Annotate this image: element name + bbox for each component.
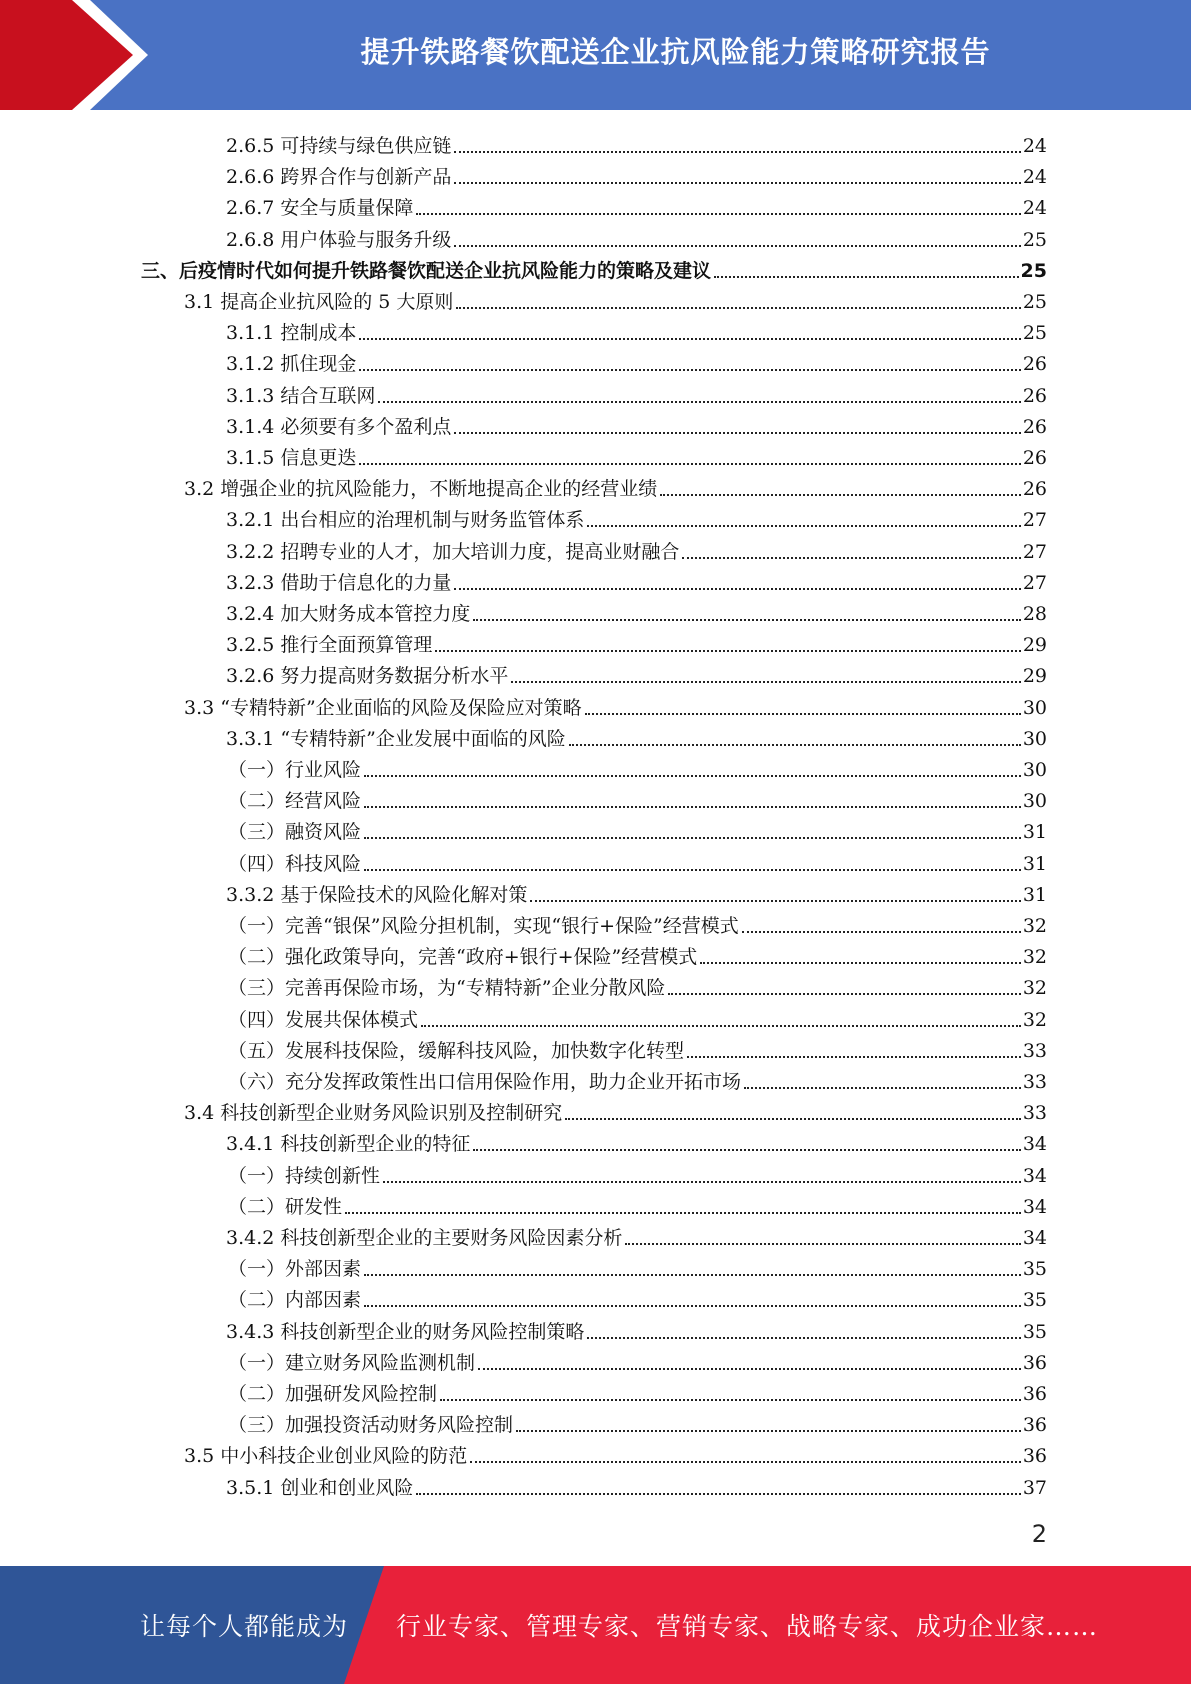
toc-dot-leader xyxy=(364,837,1021,839)
toc-entry-page: 35 xyxy=(1022,1320,1047,1343)
toc-entry[interactable] xyxy=(226,501,1047,532)
toc-entry-page: 27 xyxy=(1022,540,1047,563)
toc-entry-page: 36 xyxy=(1022,1351,1047,1374)
toc-dot-leader xyxy=(454,151,1020,153)
toc-entry-title: （三）融资风险 xyxy=(228,821,362,844)
toc-entry-title: 3.1.5 信息更迭 xyxy=(226,447,357,469)
toc-dot-leader xyxy=(668,993,1020,995)
toc-dot-leader xyxy=(359,463,1020,465)
toc-entry-page: 27 xyxy=(1022,571,1047,594)
toc-entry-page: 32 xyxy=(1022,915,1047,937)
toc-dot-leader xyxy=(456,307,1020,309)
toc-entry-title: （二）经营风险 xyxy=(228,790,362,813)
toc-entry-page: 26 xyxy=(1022,353,1047,376)
toc-entry-title: 3.2.4 加大财务成本管控力度 xyxy=(226,603,471,625)
toc-entry-page: 32 xyxy=(1022,1008,1047,1031)
toc-dot-leader xyxy=(440,1399,1021,1401)
toc-entry-title: 3.4.2 科技创新型企业的主要财务风险因素分析 xyxy=(226,1227,623,1249)
toc-entry[interactable] xyxy=(226,314,1047,345)
toc-dot-leader xyxy=(687,1056,1021,1058)
toc-entry[interactable] xyxy=(228,782,1047,813)
footer-band xyxy=(0,1566,1191,1684)
toc-entry[interactable] xyxy=(228,907,1047,938)
toc-entry[interactable] xyxy=(226,564,1047,595)
toc-dot-leader xyxy=(421,1025,1021,1027)
toc-entry-page: 31 xyxy=(1022,852,1047,875)
toc-entry-title: （四）发展共保体模式 xyxy=(228,1008,419,1031)
toc-entry[interactable] xyxy=(226,657,1047,688)
toc-entry-page: 33 xyxy=(1022,1102,1047,1125)
toc-entry-page: 29 xyxy=(1022,634,1047,657)
toc-dot-leader xyxy=(744,1087,1021,1089)
toc-entry-title: （四）科技风险 xyxy=(228,852,362,875)
toc-entry[interactable] xyxy=(228,1157,1047,1188)
toc-dot-leader xyxy=(473,1149,1020,1151)
toc-entry[interactable] xyxy=(228,1032,1047,1063)
toc-entry[interactable] xyxy=(226,127,1047,158)
toc-entry[interactable] xyxy=(226,1125,1047,1156)
toc-entry[interactable] xyxy=(184,470,1047,501)
toc-entry-title: （一）行业风险 xyxy=(228,759,362,781)
toc-entry[interactable] xyxy=(226,439,1047,470)
toc-entry-page: 30 xyxy=(1022,727,1047,750)
toc-entry-page: 25 xyxy=(1022,228,1047,251)
toc-dot-leader xyxy=(625,1243,1020,1245)
toc-dot-leader xyxy=(454,432,1020,434)
toc-dot-leader xyxy=(511,681,1020,683)
toc-dot-leader xyxy=(364,1274,1021,1276)
toc-entry-page: 26 xyxy=(1022,384,1047,407)
toc-entry-page: 36 xyxy=(1022,1414,1047,1437)
toc-entry[interactable] xyxy=(228,1063,1047,1094)
toc-entry-page: 28 xyxy=(1022,603,1047,625)
toc-dot-leader xyxy=(416,1493,1020,1495)
toc-dot-leader xyxy=(473,619,1020,621)
toc-entry-page: 37 xyxy=(1022,1476,1047,1499)
toc-entry[interactable] xyxy=(228,1188,1047,1219)
header-band xyxy=(0,0,1191,110)
toc-entry-title: 3.3.2 基于保险技术的风险化解对策 xyxy=(226,883,528,906)
toc-entry[interactable] xyxy=(226,533,1047,564)
toc-entry-page: 25 xyxy=(1022,291,1047,313)
toc-entry-title: （一）持续创新性 xyxy=(228,1164,381,1187)
toc-entry[interactable] xyxy=(226,1219,1047,1250)
toc-dot-leader xyxy=(364,806,1021,808)
header-chevron-icon xyxy=(0,0,160,110)
toc-dot-leader xyxy=(478,1368,1021,1370)
toc-entry-page: 32 xyxy=(1022,946,1047,969)
toc-entry-page: 33 xyxy=(1022,1071,1047,1093)
toc-entry-title: （五）发展科技保险，缓解科技风险，加快数字化转型 xyxy=(228,1039,685,1062)
toc-entry-page: 34 xyxy=(1022,1164,1047,1187)
toc-dot-leader xyxy=(714,276,1019,278)
toc-dot-leader xyxy=(587,1337,1020,1339)
toc-entry-page: 35 xyxy=(1022,1258,1047,1281)
toc-entry-page: 26 xyxy=(1022,415,1047,438)
toc-dot-leader xyxy=(587,525,1020,527)
toc-entry-title: 3.2.5 推行全面预算管理 xyxy=(226,634,433,657)
toc-entry-page: 31 xyxy=(1022,821,1047,844)
toc-dot-leader xyxy=(454,182,1020,184)
toc-dot-leader xyxy=(470,1461,1021,1463)
toc-entry-title: 2.6.6 跨界合作与创新产品 xyxy=(226,166,452,189)
toc-entry[interactable] xyxy=(226,189,1047,220)
toc-entry-title: （一）外部因素 xyxy=(228,1258,362,1281)
toc-entry-title: 3.1.1 控制成本 xyxy=(226,322,357,345)
toc-dot-leader xyxy=(516,1430,1021,1432)
toc-dot-leader xyxy=(565,1118,1021,1120)
toc-entry-title: 2.6.7 安全与质量保障 xyxy=(226,197,414,220)
toc-entry-page: 25 xyxy=(1020,259,1047,282)
toc-entry[interactable] xyxy=(226,221,1047,252)
toc-dot-leader xyxy=(416,213,1020,215)
toc-entry-title: 3.1 提高企业抗风险的 5 大原则 xyxy=(184,291,454,313)
toc-dot-leader xyxy=(345,1212,1021,1214)
toc-dot-leader xyxy=(383,1181,1021,1183)
toc-entry[interactable] xyxy=(228,813,1047,844)
toc-dot-leader xyxy=(742,931,1021,933)
toc-dot-leader xyxy=(700,962,1021,964)
toc-entry-page: 26 xyxy=(1022,478,1047,501)
toc-entry-title: （二）内部因素 xyxy=(228,1289,362,1312)
toc-entry[interactable] xyxy=(184,283,1047,314)
toc-entry[interactable] xyxy=(228,1344,1047,1375)
page-number: 2 xyxy=(1031,1520,1047,1548)
toc-entry-title: 3.3 “专精特新”企业面临的风险及保险应对策略 xyxy=(184,696,582,719)
toc-entry-page: 27 xyxy=(1022,509,1047,532)
toc-entry-page: 24 xyxy=(1022,135,1047,157)
toc-entry-page: 31 xyxy=(1022,883,1047,906)
toc-entry[interactable] xyxy=(226,720,1047,751)
toc-entry-title: （一）完善“银保”风险分担机制，实现“银行+保险”经营模式 xyxy=(228,915,739,937)
toc-entry[interactable] xyxy=(226,377,1047,408)
toc-entry[interactable] xyxy=(141,252,1047,283)
toc-entry[interactable] xyxy=(228,751,1047,782)
toc-dot-leader xyxy=(364,869,1021,871)
toc-entry-title: （六）充分发挥政策性出口信用保险作用，助力企业开拓市场 xyxy=(228,1071,742,1093)
toc-entry-title: 三、后疫情时代如何提升铁路餐饮配送企业抗风险能力的策略及建议 xyxy=(141,259,712,282)
toc-entry[interactable] xyxy=(228,1375,1047,1406)
toc-entry[interactable] xyxy=(226,345,1047,376)
toc-entry[interactable] xyxy=(228,969,1047,1000)
toc-entry-title: 3.2.1 出台相应的治理机制与财务监管体系 xyxy=(226,509,585,532)
toc-entry[interactable] xyxy=(226,626,1047,657)
toc-entry-title: 3.5.1 创业和创业风险 xyxy=(226,1476,414,1499)
toc-entry[interactable] xyxy=(184,1094,1047,1125)
toc-entry-title: 3.5 中小科技企业创业风险的防范 xyxy=(184,1445,468,1468)
toc-entry-title: 3.1.2 抓住现金 xyxy=(226,353,357,376)
toc-dot-leader xyxy=(359,338,1020,340)
toc-entry-page: 36 xyxy=(1022,1445,1047,1468)
toc-entry-page: 30 xyxy=(1022,696,1047,719)
toc-entry-title: 3.2.3 借助于信息化的力量 xyxy=(226,571,452,594)
toc-entry-title: 2.6.8 用户体验与服务升级 xyxy=(226,228,452,251)
toc-entry[interactable] xyxy=(228,1406,1047,1437)
toc-dot-leader xyxy=(530,900,1020,902)
toc-entry-title: （三）加强投资活动财务风险控制 xyxy=(228,1414,514,1437)
toc-dot-leader xyxy=(454,245,1020,247)
toc-entry[interactable] xyxy=(228,938,1047,969)
toc-dot-leader xyxy=(682,557,1020,559)
toc-dot-leader xyxy=(585,713,1021,715)
toc-dot-leader xyxy=(364,775,1021,777)
toc-entry-title: （三）完善再保险市场，为“专精特新”企业分散风险 xyxy=(228,977,666,1000)
toc-entry[interactable] xyxy=(226,158,1047,189)
toc-entry[interactable] xyxy=(226,1313,1047,1344)
toc-dot-leader xyxy=(660,494,1021,496)
toc-entry-title: （二）研发性 xyxy=(228,1195,343,1218)
toc-entry-title: 3.4.1 科技创新型企业的特征 xyxy=(226,1133,471,1156)
toc-entry-page: 36 xyxy=(1022,1383,1047,1405)
toc-entry-page: 30 xyxy=(1022,790,1047,813)
toc-entry-title: （二）加强研发风险控制 xyxy=(228,1383,438,1405)
toc-entry[interactable] xyxy=(226,408,1047,439)
toc-dot-leader xyxy=(569,744,1021,746)
toc-entry-title: （一）建立财务风险监测机制 xyxy=(228,1351,476,1374)
toc-entry-title: 3.2.6 努力提高财务数据分析水平 xyxy=(226,665,509,688)
toc-entry-title: 3.2 增强企业的抗风险能力，不断地提高企业的经营业绩 xyxy=(184,478,658,501)
toc-dot-leader xyxy=(378,401,1020,403)
toc-entry-title: 3.4.3 科技创新型企业的财务风险控制策略 xyxy=(226,1320,585,1343)
toc-entry[interactable] xyxy=(228,1281,1047,1312)
toc-entry[interactable] xyxy=(226,595,1047,626)
toc-dot-leader xyxy=(435,650,1020,652)
document-title: 提升铁路餐饮配送企业抗风险能力策略研究报告 xyxy=(360,34,991,69)
footer-slogan-right: 行业专家、管理专家、营销专家、战略专家、成功企业家…… xyxy=(396,1612,1099,1641)
toc-entry[interactable] xyxy=(184,689,1047,720)
toc-entry-page: 29 xyxy=(1022,665,1047,688)
toc-entry-title: 3.1.3 结合互联网 xyxy=(226,384,376,407)
toc-dot-leader xyxy=(359,369,1020,371)
toc-entry-page: 34 xyxy=(1022,1227,1047,1249)
toc-entry-title: 3.1.4 必须要有多个盈利点 xyxy=(226,415,452,438)
toc-entry-page: 30 xyxy=(1022,759,1047,781)
toc-entry-title: 3.4 科技创新型企业财务风险识别及控制研究 xyxy=(184,1102,563,1125)
toc-entry-title: 2.6.5 可持续与绿色供应链 xyxy=(226,135,452,157)
toc-entry[interactable] xyxy=(228,1250,1047,1281)
toc-entry-title: （二）强化政策导向，完善“政府+银行+保险”经营模式 xyxy=(228,946,698,969)
toc-entry[interactable] xyxy=(228,1001,1047,1032)
toc-entry-page: 34 xyxy=(1022,1195,1047,1218)
footer-slogan-left: 让每个人都能成为 xyxy=(140,1612,349,1641)
toc-entry[interactable] xyxy=(184,1437,1047,1468)
toc-entry-page: 33 xyxy=(1022,1039,1047,1062)
toc-entry-title: 3.2.2 招聘专业的人才，加大培训力度，提高业财融合 xyxy=(226,540,680,563)
toc-entry-page: 32 xyxy=(1022,977,1047,1000)
toc-dot-leader xyxy=(454,588,1020,590)
toc-entry-page: 34 xyxy=(1022,1133,1047,1156)
toc-entry-page: 24 xyxy=(1022,197,1047,220)
toc-dot-leader xyxy=(364,1305,1021,1307)
toc-entry[interactable] xyxy=(226,1469,1047,1500)
toc-entry[interactable] xyxy=(228,845,1047,876)
toc-entry-title: 3.3.1 “专精特新”企业发展中面临的风险 xyxy=(226,727,566,750)
toc-entry-page: 26 xyxy=(1022,447,1047,469)
toc-entry[interactable] xyxy=(226,876,1047,907)
toc-entry-page: 35 xyxy=(1022,1289,1047,1312)
toc-entry-page: 25 xyxy=(1022,322,1047,345)
toc-entry-page: 24 xyxy=(1022,166,1047,189)
